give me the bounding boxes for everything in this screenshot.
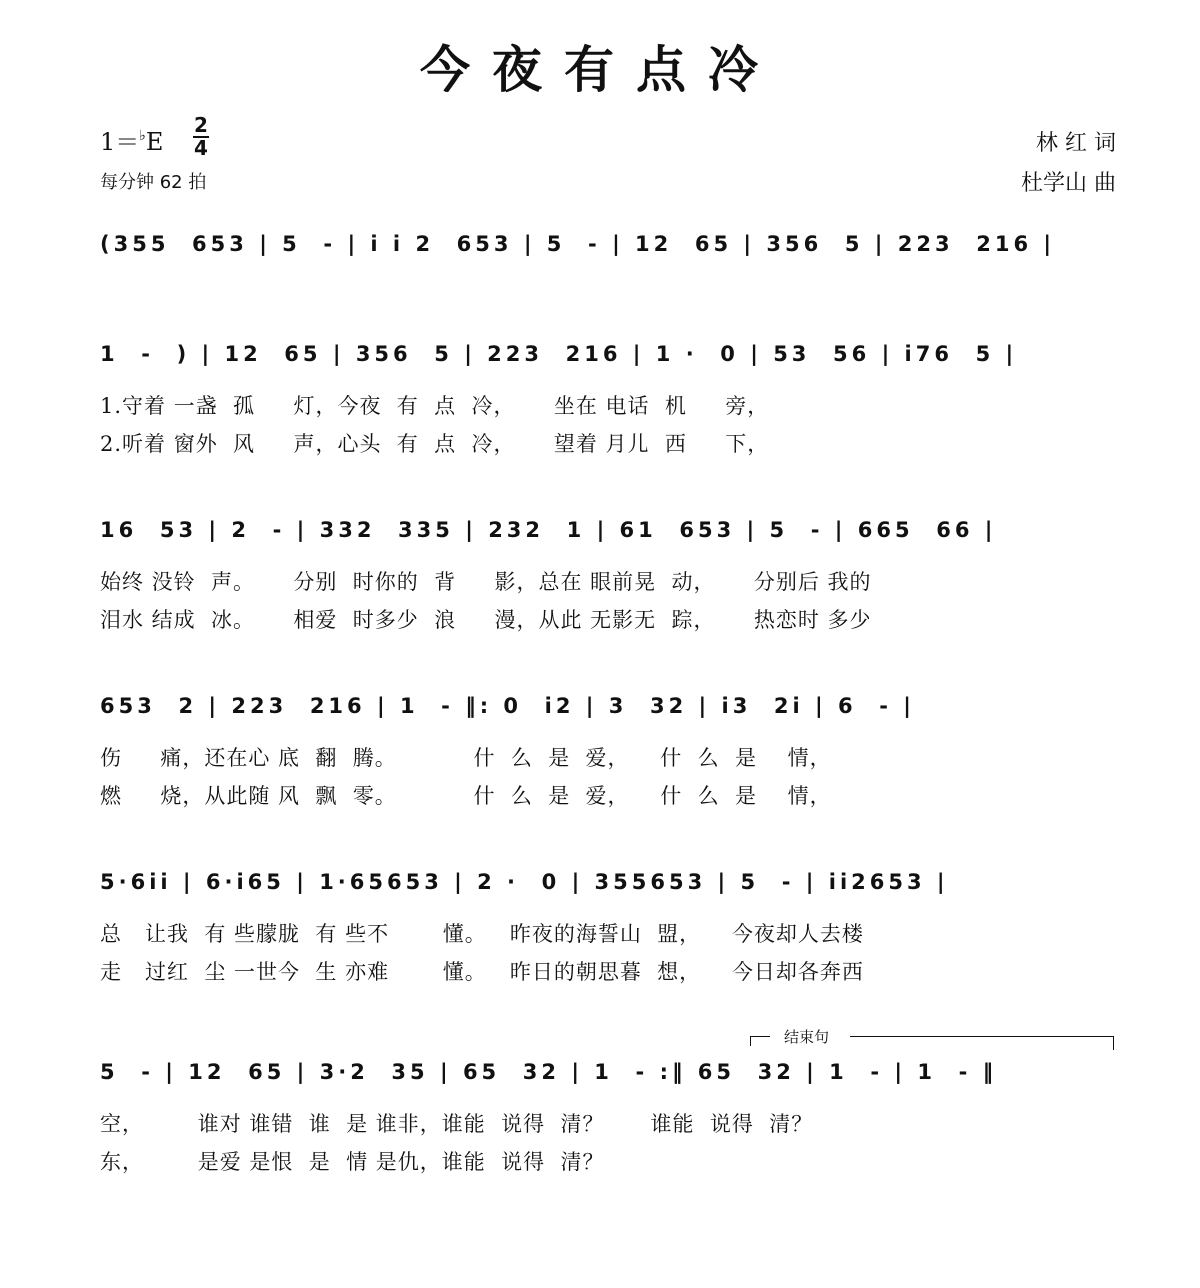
lyrics-verse-2: 2.听着 窗外 风 声，心头 有 点 冷， 望着 月儿 西 下， bbox=[100, 432, 770, 456]
lyrics-verse-2: 泪水 结成 冰。 相爱 时多少 浪 漫，从此 无影无 踪， 热恋时 多少 bbox=[100, 608, 872, 632]
ending-label: 结束句 bbox=[780, 1026, 833, 1047]
bracket-tick-left bbox=[750, 1036, 751, 1046]
lyrics-verse-2: 走 过红 尘 一世今 生 亦难 懂。 昨日的朝思暮 想， 今日却各奔西 bbox=[100, 960, 864, 984]
composer: 杜学山 曲 bbox=[1021, 171, 1116, 196]
notation-line-6: 5 - | 12 65 | 3·2 35 | 65 32 | 1 - :‖ 65 32 | 1 - | 1 - ‖ bbox=[100, 1060, 998, 1084]
notation-line-4: 653 2 | 223 216 | 1 - ‖: 0 i2 | 3 32 | i3 2i | 6 - | bbox=[100, 694, 915, 718]
time-bottom: 4 bbox=[194, 136, 208, 160]
bracket-line-left bbox=[750, 1036, 770, 1037]
bracket-tick-right bbox=[1113, 1036, 1114, 1050]
lyrics-verse-1: 总 让我 有 些朦胧 有 些不 懂。 昨夜的海誓山 盟， 今夜却人去楼 bbox=[100, 922, 864, 946]
lyrics-verse-1: 始终 没铃 声。 分别 时你的 背 影，总在 眼前晃 动， 分别后 我的 bbox=[100, 570, 872, 594]
notation-line-5: 5·6ii | 6·i65 | 1·65653 | 2 · 0 | 355653 | 5 - | ii2653 | bbox=[100, 870, 949, 894]
ending-bracket bbox=[750, 1028, 1114, 1048]
lyrics-verse-1: 1.守着 一盏 孤 灯，今夜 有 点 冷， 坐在 电话 机 旁， bbox=[100, 394, 770, 418]
notation-line-1: (355 653 | 5 - | i i 2 653 | 5 - | 12 65 | 356 5 | 223 216 | bbox=[100, 232, 1056, 256]
flat-sign: ♭ bbox=[139, 128, 146, 144]
lyrics-verse-1: 伤 痛，还在心 底 翻 腾。 什 么 是 爱， 什 么 是 情， bbox=[100, 746, 832, 770]
lyricist: 林 红 词 bbox=[1036, 131, 1116, 156]
time-signature bbox=[193, 113, 209, 160]
key-note: E bbox=[145, 128, 164, 156]
key-prefix: 1＝ bbox=[100, 128, 140, 156]
key-signature bbox=[100, 122, 163, 157]
lyrics-verse-1: 空， 谁对 谁错 谁 是 谁非，谁能 说得 清？ 谁能 说得 清？ bbox=[100, 1112, 814, 1136]
bracket-line-right bbox=[850, 1036, 1114, 1037]
lyrics-verse-2: 东， 是爱 是恨 是 情 是仇，谁能 说得 清？ bbox=[100, 1150, 605, 1174]
lyrics-verse-2: 燃 烧，从此随 风 飘 零。 什 么 是 爱， 什 么 是 情， bbox=[100, 784, 832, 808]
time-top: 2 bbox=[194, 113, 208, 137]
notation-line-2: 1 - ) | 12 65 | 356 5 | 223 216 | 1 · 0 | 53 56 | i76 5 | bbox=[100, 342, 1018, 366]
song-title: 今夜有点冷 bbox=[420, 40, 780, 99]
notation-line-3: 16 53 | 2 - | 332 335 | 232 1 | 61 653 | 5 - | 665 66 | bbox=[100, 518, 997, 542]
tempo: 每分钟 62 拍 bbox=[100, 172, 207, 193]
